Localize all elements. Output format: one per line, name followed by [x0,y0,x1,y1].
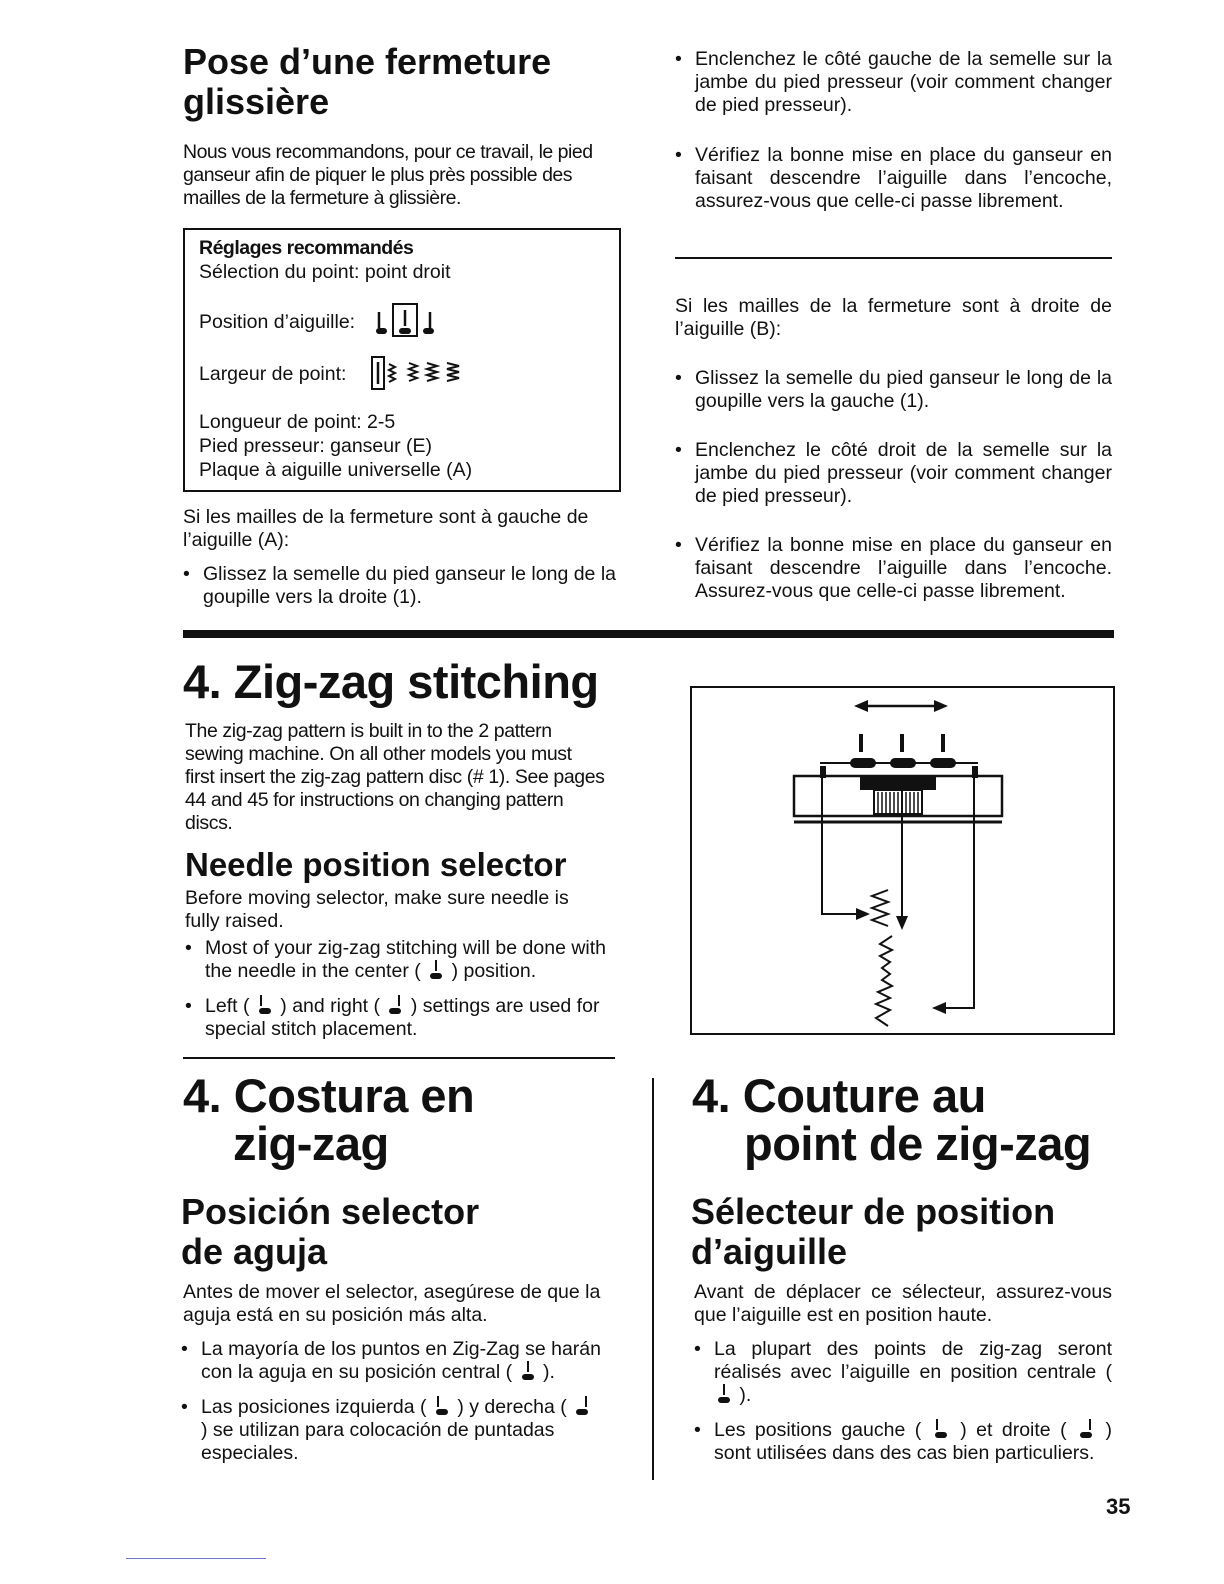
needle-right-icon [1079,1419,1093,1439]
right-case-list [675,367,1112,615]
french-intro: Avant de déplacer ce sélecteur, assurez-vous que l’aiguille est en position haute. [694,1281,1112,1326]
french-bullet-1 [694,1338,1112,1407]
left-case-bullet-1: • Glissez la semelle du pied ganseur le long de la goupille vers la droite (1). [183,563,623,609]
left-case-intro: Si les mailles de la fermeture sont à gauche de l’aiguille (A): [183,506,589,551]
french-bullet2-text-b: ) et droite ( [960,1419,1067,1441]
needle-left-icon [934,1419,948,1439]
right-case-intro: Si les mailles de la fermeture sont à droite de l’aiguille (B): [675,295,1112,340]
french-bullet1-text-b: ). [739,1384,752,1406]
english-bullet2-text-c: ) settings are used for special stitch placement. [205,995,600,1040]
spanish-bullet1-text-a: La mayoría de los puntos en Zig-Zag se harán con la aguja en su posición central ( [201,1338,601,1383]
needle-right-icon [575,1396,589,1416]
settings-needle-plate: Plaque à aiguille universelle (A) [199,459,473,481]
page-number: 35 [1106,1494,1131,1519]
right-top-list [675,48,1112,225]
zipper-title-line1: Pose d’une fermeture [183,41,552,82]
french-bullet-2 [694,1419,1112,1465]
spanish-bullet2-text-b: ) y derecha ( [457,1396,567,1418]
english-bullet-2 [185,995,610,1041]
french-subtitle-line1: Sélecteur de position [691,1191,1056,1232]
english-list [185,937,610,1053]
french-subtitle-line2: d’aiguille [691,1231,848,1272]
settings-stitch-length: Longueur de point: 2-5 [199,411,396,433]
scan-artifact-line [126,1558,266,1559]
spanish-bullet1-text-b: ). [542,1361,555,1383]
spanish-subtitle [181,1192,621,1272]
french-title-line2: point de zig-zag [744,1117,1092,1170]
english-bullet1-text-b: ) position. [451,960,537,982]
spanish-list [181,1338,601,1477]
column-divider [652,1078,654,1480]
needle-left-icon [435,1396,449,1416]
french-title [692,1069,1132,1170]
right-divider [675,257,1112,259]
english-bullet2-text-b: ) and right ( [280,995,380,1017]
stitch-width-icon [369,354,464,392]
spanish-bullet2-text-c: ) se utilizan para colocación de puntadas especiales. [201,1419,555,1464]
spanish-title [183,1069,623,1170]
french-title-line1: 4. Couture au [692,1069,986,1122]
spanish-subtitle-line2: de aguja [181,1231,328,1272]
english-bullet1-text-a: Most of your zig-zag stitching will be done with the needle in the center ( [205,937,607,982]
spanish-title-line1: 4. Costura en [183,1069,475,1122]
english-title: 4. Zig-zag stitching [183,655,599,708]
french-subtitle [691,1192,1131,1272]
needle-center-icon [521,1361,535,1381]
zipper-title [183,42,623,122]
settings-heading: Réglages recommandés [199,237,414,259]
stitch-width-label: Largeur de point: [199,363,347,385]
english-subtitle: Needle position selector [185,846,567,883]
french-bullet2-text-c: ) sont utilisées dans des cas bien particuliers. [714,1419,1113,1464]
english-intro: The zig-zag pattern is built in to the 2 pattern sewing machine. On all other models you must first insert the zig-zag pattern disc (# 1). See pages 44 and 45 for instructions on changing pattern discs. [185,720,605,834]
french-bullet1-text-a: La plupart des points de zig-zag seront réalisés avec l’aiguille en position centrale ( [714,1338,1112,1383]
french-bullet2-text-a: Les positions gauche ( [714,1419,922,1441]
left-case-list [183,563,623,621]
right-case-bullet-1: • Glissez la semelle du pied ganseur le long de la goupille vers la gauche (1). [675,367,1112,413]
needle-right-icon [388,995,402,1015]
needle-center-icon [429,960,443,980]
needle-position-icon [373,298,443,338]
needle-center-icon [717,1384,731,1404]
zipper-title-line2: glissière [183,81,330,122]
section-rule [183,630,1114,638]
english-bullet2-text-a: Left ( [205,995,250,1017]
french-list [694,1338,1112,1477]
zipper-intro: Nous vous recommandons, pour ce travail, le pied ganseur afin de piquer le plus près possible des mailles de la fermeture à glissière. [183,141,593,209]
right-top-bullet-1: • Enclenchez le côté gauche de la semelle sur la jambe du pied presseur (voir comment changer de pied presseur). [675,48,1112,117]
settings-needle-position [199,311,355,334]
settings-presser-foot: Pied presseur: ganseur (E) [199,435,433,457]
spanish-bullet-2 [181,1396,601,1465]
settings-stitch-width [199,363,346,386]
settings-box [183,228,621,492]
right-case-bullet-3: • Vérifiez la bonne mise en place du ganseur en faisant descendre l’aiguille dans l’encoche. Assurez-vous que celle-ci passe librement. [675,534,1112,603]
needle-diagram [692,688,1113,1033]
right-case-bullet-2: • Enclenchez le côté droit de la semelle sur la jambe du pied presseur (voir comment changer de pied presseur). [675,439,1112,508]
needle-position-label: Position d’aiguille: [199,311,356,333]
spanish-subtitle-line1: Posición selector [181,1191,480,1232]
spanish-title-line2: zig-zag [233,1117,389,1170]
spanish-top-rule [183,1057,615,1059]
needle-left-icon [258,995,272,1015]
spanish-intro: Antes de mover el selector, asegúrese de que la aguja está en su posición más alta. [183,1281,601,1326]
spanish-bullet-1 [181,1338,601,1384]
settings-stitch-selection: Sélection du point: point droit [199,261,451,283]
english-bullet-1 [185,937,610,983]
spanish-bullet2-text-a: Las posiciones izquierda ( [201,1396,427,1418]
english-sub-intro: Before moving selector, make sure needle is fully raised. [185,887,569,932]
right-top-bullet-2: • Vérifiez la bonne mise en place du ganseur en faisant descendre l’aiguille dans l’encoche, assurez-vous que celle-ci passe librement. [675,144,1112,213]
